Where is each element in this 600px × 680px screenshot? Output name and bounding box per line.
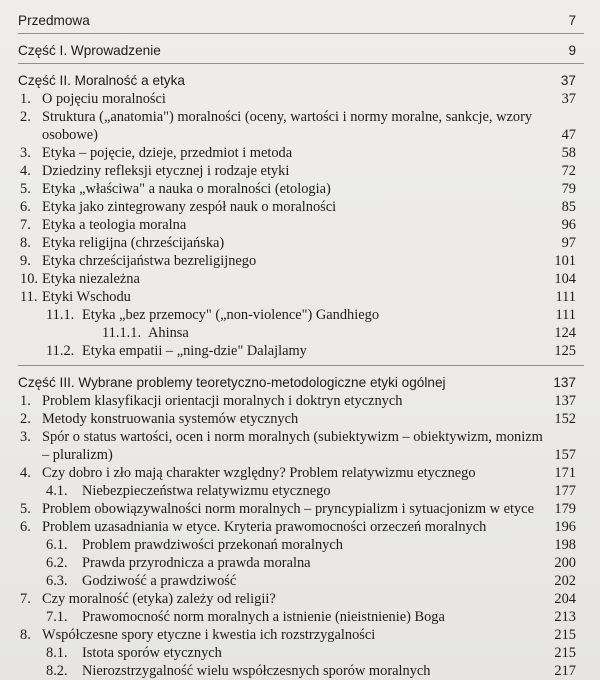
toc-entry bbox=[0, 482, 600, 500]
toc-entry bbox=[0, 626, 600, 644]
toc-part-heading bbox=[0, 374, 600, 392]
toc-entry-number: 6. bbox=[20, 199, 31, 215]
toc-entry-title: O pojęciu moralności bbox=[42, 91, 166, 107]
toc-entry bbox=[0, 662, 600, 680]
toc-page-number: 97 bbox=[561, 235, 576, 251]
toc-entry-number: 7. bbox=[20, 591, 31, 607]
toc-entry-number: 11. bbox=[20, 289, 38, 305]
toc-entry-title: Niebezpieczeństwa relatywizmu etycznego bbox=[82, 483, 331, 499]
toc-entry-number: 2. bbox=[20, 109, 31, 125]
toc-entry bbox=[0, 306, 600, 324]
toc-entry-number: 8. bbox=[20, 627, 31, 643]
toc-page-number: 179 bbox=[554, 501, 576, 517]
toc-entry-number: 6.2. bbox=[46, 555, 68, 571]
toc-page-number: 85 bbox=[561, 199, 576, 215]
toc-page-number: 200 bbox=[554, 555, 576, 571]
toc-entry bbox=[0, 126, 600, 144]
toc-entry-number: 11.1.1. bbox=[102, 325, 142, 341]
toc-entry-title: Część II. Moralność a etyka bbox=[18, 73, 185, 88]
toc-entry-number: 5. bbox=[20, 181, 31, 197]
toc-entry bbox=[0, 500, 600, 518]
section-divider bbox=[18, 63, 584, 64]
toc-entry-title: Problem prawdziwości przekonań moralnych bbox=[82, 537, 343, 553]
toc-entry-number: 10. bbox=[20, 271, 38, 287]
toc-page-number: 217 bbox=[554, 663, 576, 679]
toc-entry-title: Metody konstruowania systemów etycznych bbox=[42, 411, 299, 427]
toc-entry bbox=[0, 644, 600, 662]
toc-entry-title: Etyka religijna (chrześcijańska) bbox=[42, 235, 225, 251]
toc-entry bbox=[0, 608, 600, 626]
toc-entry-title: Czy moralność (etyka) zależy od religii? bbox=[42, 591, 276, 607]
toc-page-number: 79 bbox=[561, 181, 576, 197]
toc-entry-title: Godziwość a prawdziwość bbox=[82, 573, 237, 589]
toc-entry bbox=[0, 410, 600, 428]
toc-entry-title: Problem klasyfikacji orientacji moralnych i doktryn etycznych bbox=[42, 393, 403, 409]
toc-entry-title: Część I. Wprowadzenie bbox=[18, 43, 161, 58]
toc-page-number: 96 bbox=[561, 217, 576, 233]
toc-entry-title: Problem uzasadniania w etyce. Kryteria prawomocności orzeczeń moralnych bbox=[42, 519, 487, 535]
toc-entry-title: Etyka „właściwa" a nauka o moralności (etologia) bbox=[42, 181, 331, 197]
toc-entry bbox=[0, 324, 600, 342]
toc-page-number: 137 bbox=[554, 393, 576, 409]
toc-page-number: 196 bbox=[554, 519, 576, 535]
toc-entry-title: – pluralizm) bbox=[42, 447, 113, 463]
toc-entry bbox=[0, 216, 600, 234]
toc-entry bbox=[0, 464, 600, 482]
toc-entry bbox=[0, 144, 600, 162]
toc-entry-title: Etyka a teologia moralna bbox=[42, 217, 187, 233]
toc-entry-title: Struktura („anatomia") moralności (oceny, wartości i normy moralne, sankcje, wzory bbox=[42, 109, 533, 125]
toc-entry-title: Etyka empatii – „ning-dzie" Dalajlamy bbox=[82, 343, 307, 359]
toc-entry-title: Problem obowiązywalności norm moralnych – pryncypializm i sytuacjonizm w etyce bbox=[42, 501, 534, 517]
toc-part-heading bbox=[0, 12, 600, 30]
toc-page-number: 204 bbox=[554, 591, 576, 607]
toc-entry-number: 4.1. bbox=[46, 483, 68, 499]
toc-entry-number: 7.1. bbox=[46, 609, 68, 625]
toc-page-number: 47 bbox=[561, 127, 576, 143]
toc-entry-number: 6.3. bbox=[46, 573, 68, 589]
toc-page-number: 202 bbox=[554, 573, 576, 589]
toc-page-number: 215 bbox=[554, 627, 576, 643]
toc-entry bbox=[0, 270, 600, 288]
toc-entry-title: Etyki Wschodu bbox=[42, 289, 131, 305]
toc-page-number: 104 bbox=[554, 271, 576, 287]
toc-page-number: 215 bbox=[554, 645, 576, 661]
toc-entry-number: 4. bbox=[20, 465, 31, 481]
toc-entry bbox=[0, 162, 600, 180]
toc-entry-title: Prawomocność norm moralnych a istnienie (nieistnienie) Boga bbox=[82, 609, 445, 625]
toc-page-number: 177 bbox=[554, 483, 576, 499]
toc-entry-number: 4. bbox=[20, 163, 31, 179]
toc-page-number: 111 bbox=[555, 307, 576, 323]
toc-entry bbox=[0, 180, 600, 198]
toc-part-heading bbox=[0, 42, 600, 60]
toc-entry-number: 1. bbox=[20, 91, 31, 107]
toc-entry-number: 11.1. bbox=[46, 307, 75, 323]
toc-entry bbox=[0, 572, 600, 590]
toc-entry-number: 5. bbox=[20, 501, 31, 517]
toc-entry bbox=[0, 446, 600, 464]
toc-entry-title: Dziedziny refleksji etycznej i rodzaje etyki bbox=[42, 163, 290, 179]
toc-page-number: 125 bbox=[554, 343, 576, 359]
toc-entry bbox=[0, 590, 600, 608]
toc-page-number: 101 bbox=[554, 253, 576, 269]
toc-entry-number: 8. bbox=[20, 235, 31, 251]
toc-entry-title: Część III. Wybrane problemy teoretyczno-metodologiczne etyki ogólnej bbox=[18, 375, 446, 390]
toc-entry-number: 1. bbox=[20, 393, 31, 409]
toc-page-number: 37 bbox=[561, 91, 576, 107]
toc-page-number: 72 bbox=[561, 163, 576, 179]
toc-entry-title: Etyka jako zintegrowany zespół nauk o moralności bbox=[42, 199, 337, 215]
toc-entry bbox=[0, 392, 600, 410]
toc-entry bbox=[0, 234, 600, 252]
toc-entry-title: Etyka niezależna bbox=[42, 271, 140, 287]
toc-entry bbox=[0, 90, 600, 108]
toc-entry-title: Ahinsa bbox=[148, 325, 189, 341]
toc-entry bbox=[0, 554, 600, 572]
section-divider bbox=[18, 365, 584, 366]
toc-entry-title: osobowe) bbox=[42, 127, 98, 143]
toc-entry bbox=[0, 342, 600, 360]
toc-entry-number: 2. bbox=[20, 411, 31, 427]
toc-page-number: 124 bbox=[554, 325, 576, 341]
toc-entry-title: Etyka chrześcijaństwa bezreligijnego bbox=[42, 253, 257, 269]
toc-page-number: 9 bbox=[568, 43, 576, 58]
toc-entry-title: Istota sporów etycznych bbox=[82, 645, 222, 661]
toc-entry-number: 8.1. bbox=[46, 645, 68, 661]
toc-entry bbox=[0, 288, 600, 306]
toc-page-number: 213 bbox=[554, 609, 576, 625]
toc-page-number: 157 bbox=[554, 447, 576, 463]
toc-page-number: 152 bbox=[554, 411, 576, 427]
toc-page-number: 37 bbox=[560, 73, 576, 88]
toc-entry-number: 3. bbox=[20, 429, 31, 445]
toc-entry-number: 11.2. bbox=[46, 343, 75, 359]
toc-page-number: 137 bbox=[553, 375, 576, 390]
toc-entry-title: Spór o status wartości, ocen i norm moralnych (subiektywizm – obiektywizm, monizm bbox=[42, 429, 543, 445]
toc-entry-title: Czy dobro i zło mają charakter względny? Problem relatywizmu etycznego bbox=[42, 465, 476, 481]
toc-entry-title: Etyka „bez przemocy" („non-violence") Gandhiego bbox=[82, 307, 380, 323]
toc-page-number: 198 bbox=[554, 537, 576, 553]
toc-page-number: 7 bbox=[568, 13, 576, 28]
toc-entry bbox=[0, 536, 600, 554]
toc-entry bbox=[0, 198, 600, 216]
toc-entry-title: Prawda przyrodnicza a prawda moralna bbox=[82, 555, 311, 571]
toc-page-number: 58 bbox=[561, 145, 576, 161]
toc-entry-number: 6. bbox=[20, 519, 31, 535]
toc-entry-number: 9. bbox=[20, 253, 31, 269]
toc-entry-number: 3. bbox=[20, 145, 31, 161]
toc-entry bbox=[0, 108, 600, 126]
toc-entry bbox=[0, 252, 600, 270]
toc-entry bbox=[0, 428, 600, 446]
toc-entry-number: 8.2. bbox=[46, 663, 68, 679]
toc-entry bbox=[0, 518, 600, 536]
toc-entry-title: Przedmowa bbox=[18, 13, 90, 28]
toc-entry-title: Nierozstrzygalność wielu współczesnych sporów moralnych bbox=[82, 663, 431, 679]
toc-entry-title: Współczesne spory etyczne i kwestia ich rozstrzygalności bbox=[42, 627, 376, 643]
toc-entry-number: 6.1. bbox=[46, 537, 68, 553]
toc-entry-title: Etyka – pojęcie, dzieje, przedmiot i metoda bbox=[42, 145, 293, 161]
toc-entry-number: 7. bbox=[20, 217, 31, 233]
toc-page-number: 171 bbox=[554, 465, 576, 481]
toc-page-number: 111 bbox=[555, 289, 576, 305]
toc-part-heading bbox=[0, 72, 600, 90]
section-divider bbox=[18, 33, 584, 34]
